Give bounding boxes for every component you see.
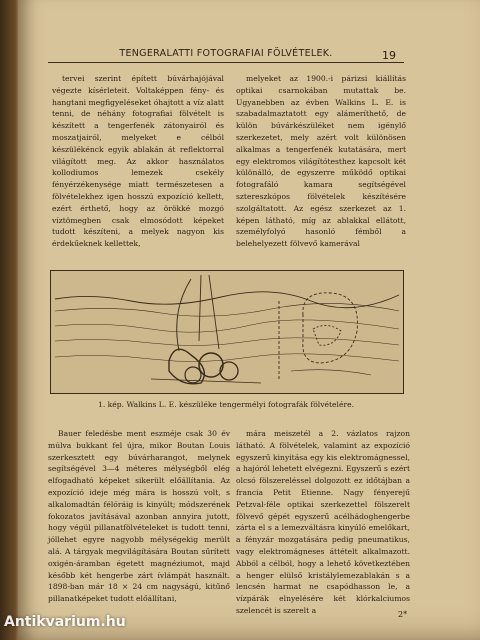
underwater-camera-illustration <box>51 271 403 393</box>
page-number: 19 <box>382 49 396 62</box>
text-column-bottom-left: Bauer feledésbe ment eszméje csak 30 év múlva bukkant fel újra, mikor Boutan Louis szerkesztett egy búvárharangot, melynek segítségével 3—4 méteres mélységből elég elfogadható képeket sikerült előállítania. Az expozíció ideje még mára is hosszú volt, s alkalomadtán félóráig is kinyúlt; módszerének fokozatos javításával azonban annyira jutott, hogy végül pillanatfölvételeket is tudott tenni, jóllehet egyre nagyobb mélységekig merült alá. A tárgyak megvilágítására Boutan sűrített oxigén-áramban égetett magnéziumot, majd később két hengerbe zárt ívlámpát használt. 1898-ban már 18 × 24 cm nagyságú, kitűnő pillanatképeket tudott előállítani, <box>48 429 230 604</box>
illustration-figure-1 <box>50 270 404 394</box>
figure-caption: 1. kép. Walkins L. E. készüléke tengermélyi fotografák fölvételére. <box>98 400 354 409</box>
running-header: TENGERALATTI FOTOGRAFIAI FÖLVÉTELEK. <box>48 48 404 63</box>
text-column-bottom-right: mára meiszetél a 2. vázlatos rajzon látható. A fölvételek, valamint az expozíció egyszerű kinyitása egy kis elektromágnessel, a hajóról lehetett elvégezni. Egyszerű s ezért olcsó fölszereléssel dolgozott ez időtájban a francia Petit Etienne. Nagy fényerejű Petzval-féle optikai szerkezettel fölszerelt fölvevő gépét egyszerű acélhádoghengerbe zárta el s a lemezváltásra kinyúló emelőkart, a fényzár mozgatására pedig pneumatikus, vagy elektromágneses áttételt alkalmazott. Abból a célból, hogy a lehető következtében a henger elülső kristálylemezablakán s a lencsén harmat ne csapódhasson le, a vízpárák elnyelésére két klórkalciumos szelencét is szerelt a <box>236 429 410 615</box>
text-column-top-left: tervei szerint épített búvárhajójával végezte kísérleteit. Voltaképpen fény- és hangtani megfigyeléseket óhajtott a víz alatt tenni, de néhány fotografiai fölvételt is készített a tengerfenék zátonyairól és moszatjairól, melyeket e célból készülékénck egyik ablakán át reflektorral világított meg. Az akkor használatos kollodiumos lemezek csekély fényérzékenysége miatt természetesen a fölvételekhez igen hosszú expozíció kellett, ezért érthető, hogy az örökké mozgó víztömegben csak elmosódott képeket tudott készíteni, a melyek nagyon kis érdekűeknek kellettek, <box>52 74 224 249</box>
text-column-top-right: melyeket az 1900.-i párizsi kiállítás optikai csarnokában mutattak be. Ugyanebben az évben Walkins L. E. is szabadalmaztatott egy alámeríthető, de külön búvárkészüléket nem igénylő szerkezetet, mely azért volt különösen alkalmas a tengerfenék kutatására, mert egy elektromos világítótesthez kapcsolt két különálló, de egyszerre működő optikai fotografáló kamara segítségével sztereszkópos fölvételek készítésére szolgáltatott. Az egész szerkezet az 1. képen látható, míg az ablakkal ellátott, személyfolyó hasonló fémből a belehelyezett fölvevő kamerával <box>236 74 406 249</box>
printer-signature-mark: 2* <box>398 610 408 619</box>
watermark: Antikvarium.hu <box>4 614 126 630</box>
book-page <box>18 0 480 640</box>
